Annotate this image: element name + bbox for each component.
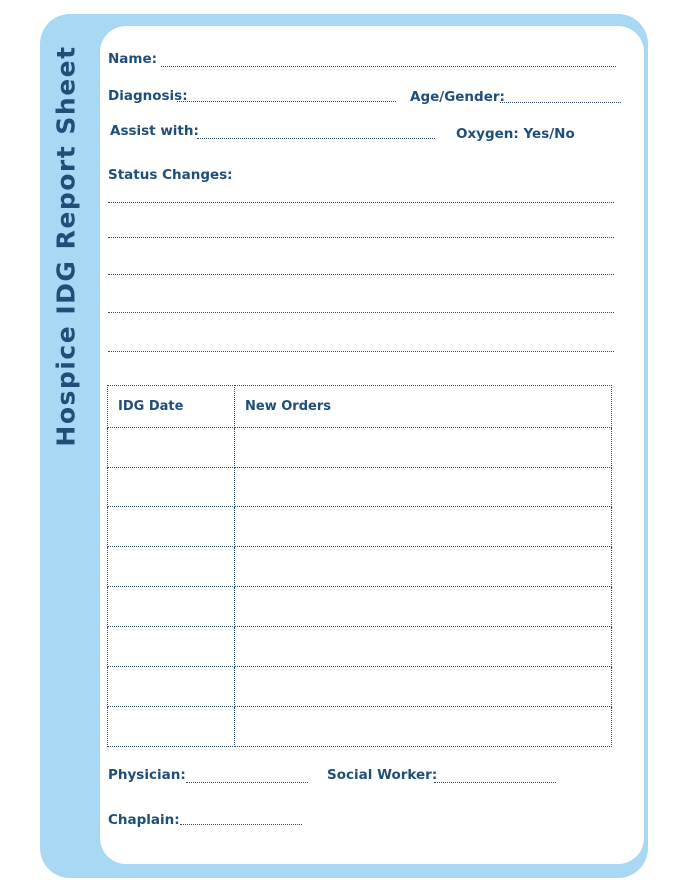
new-orders-cell[interactable]: [235, 547, 612, 587]
diagnosis-field[interactable]: [177, 101, 396, 102]
physician-field[interactable]: [186, 782, 308, 783]
idg-date-cell[interactable]: [108, 547, 235, 587]
new-orders-header: New Orders: [235, 386, 612, 428]
new-orders-cell[interactable]: [235, 467, 612, 507]
idg-date-cell[interactable]: [108, 627, 235, 667]
table-row: [108, 547, 612, 587]
name-label: Name:: [108, 51, 158, 67]
status-changes-label: Status Changes:: [108, 167, 233, 183]
oxygen-label[interactable]: Oxygen: Yes/No: [456, 126, 575, 142]
table-row: [108, 467, 612, 507]
status-changes-line-1[interactable]: [108, 202, 614, 203]
new-orders-cell[interactable]: [235, 667, 612, 707]
new-orders-cell[interactable]: [235, 427, 612, 467]
table-row: [108, 706, 612, 746]
table-row: [108, 587, 612, 627]
idg-date-cell[interactable]: [108, 427, 235, 467]
new-orders-cell[interactable]: [235, 587, 612, 627]
new-orders-cell[interactable]: [235, 706, 612, 746]
sheet-title: Hospice IDG Report Sheet: [51, 45, 81, 447]
diagnosis-label: Diagnosis:: [108, 88, 188, 104]
status-changes-line-3[interactable]: [108, 274, 614, 275]
new-orders-cell[interactable]: [235, 507, 612, 547]
table-row: [108, 507, 612, 547]
status-changes-line-5[interactable]: [108, 351, 614, 352]
idg-orders-table: [107, 385, 612, 747]
idg-date-cell[interactable]: [108, 507, 235, 547]
table-row: [108, 427, 612, 467]
social-worker-field[interactable]: [434, 782, 556, 783]
assist-with-field[interactable]: [197, 138, 435, 139]
status-changes-line-2[interactable]: [108, 237, 614, 238]
idg-date-cell[interactable]: [108, 467, 235, 507]
idg-date-cell[interactable]: [108, 587, 235, 627]
physician-label: Physician:: [108, 767, 186, 783]
age-gender-field[interactable]: [500, 102, 621, 103]
age-gender-label: Age/Gender:: [410, 89, 505, 105]
social-worker-label: Social Worker:: [327, 767, 438, 783]
idg-date-cell[interactable]: [108, 667, 235, 707]
chaplain-field[interactable]: [180, 824, 302, 825]
idg-date-header: IDG Date: [108, 386, 235, 428]
table-row: [108, 667, 612, 707]
new-orders-cell[interactable]: [235, 627, 612, 667]
status-changes-line-4[interactable]: [108, 312, 614, 313]
idg-date-cell[interactable]: [108, 706, 235, 746]
chaplain-label: Chaplain:: [108, 812, 180, 828]
name-field[interactable]: [161, 66, 616, 67]
table-row: [108, 627, 612, 667]
table-header-row: [108, 386, 612, 428]
assist-with-label: Assist with:: [110, 123, 199, 139]
